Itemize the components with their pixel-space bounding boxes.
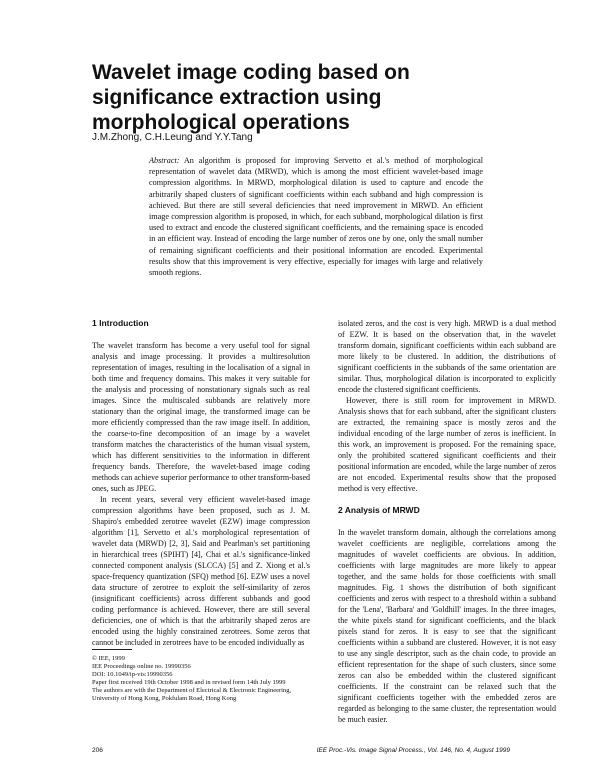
- left-column: [92, 318, 310, 648]
- right-column: [338, 318, 556, 725]
- footnote-rule: [92, 649, 132, 650]
- section-heading-introduction: 1 Introduction: [92, 318, 149, 328]
- intro-paragraph-1: The wavelet transform has become a very useful tool for signal analysis and image processing. It provides a multiresolution representation of images, resulting in the localisation of a signal in both time and frequency domains. This makes it very suitable for the analysis and processing of nonstationary signals such as real images. Since the multiscaled subbands are relatively more stationary than the original image, the transformed image can be more efficiently compressed than the raw image itself. In addition, the coarse-to-fine decomposition of an image by a wavelet transform matches the characteristics of the human visual system, which has different sensitivities to the information in different frequency bands. Therefore, the wavelet-based image coding methods can achieve superior performance to other transform-based ones, such as JPEG.: [92, 341, 310, 493]
- section-heading-analysis: 2 Analysis of MRWD: [338, 505, 420, 515]
- paper-authors: J.M.Zhong, C.H.Leung and Y.Y.Tang: [92, 132, 253, 143]
- abstract: [149, 155, 483, 278]
- right-paragraph-1: isolated zeros, and the cost is very high. MRWD is a dual method of EZW. It is based on the observation that, in the wavelet transform domain, significant coefficients within each subband are more likely to be clustered. In addition, the distributions of significant coefficients in the subbands of the same orientation are similar. Thus, morphological dilation is incorporated to explicitly encode the clustered significant coefficients.: [338, 319, 556, 394]
- footnote-online-no: IEE Proceedings online no. 19990356: [92, 663, 191, 670]
- footnote-received: Paper first received 19th October 1998 and in revised form 14th July 1999: [92, 679, 286, 686]
- abstract-label: Abstract:: [149, 156, 180, 165]
- footnote-copyright: © IEE, 1999: [92, 655, 125, 662]
- footnote-affiliation: The authors are with the Department of Electrical & Electronic Engineering, University of Hong Kong, Pokfulam Road, Hong Kong: [92, 687, 292, 702]
- intro-paragraph-2: In recent years, several very efficient wavelet-based image compression algorithms have been proposed, such as J. M. Shapiro's embedded zerotree wavelet (EZW) image compression algorithm [1], Servetto et al.'s morphological representation of wavelet data (MRWD) [2, 3], Said and Pearlman's set partitioning in hierarchical trees (SPIHT) [4], Chai et al.'s significance-linked connected component analysis (SLCCA) [5] and Z. Xiong et al.'s space-frequency quantization (SFQ) method [6]. EZW uses a novel data structure of zerotree to exploit the self-similarity of zeros (insignificant coefficients) across different subbands and good coding performance is achieved. However, there are still several deficiencies, one of which is that the arbitrarily shaped zeros are encoded using the highly constrained zerotrees. Some zeros that cannot be included in zerotrees have to be encoded individually as: [92, 495, 310, 647]
- footnote-doi: DOI: 10.1049/ip-vis:19990356: [92, 671, 173, 678]
- abstract-text: An algorithm is proposed for improving Servetto et al.'s method of morphological representation of wavelet data (MRWD), which is among the most efficient wavelet-based image compression algorithms. In MRWD, morphological dilation is used to capture and encode the arbitrarily shaped clusters of significant coefficients within each subband and high compression is achieved. But there are still several deficiencies that need improvement in MRWD. An efficient image compression algorithm is proposed, in which, for each subband, morphological dilation is first used to extract and encode the clustered significant coefficients, and the remaining space is encoded in an efficient way. Instead of encoding the large number of zeros one by one, only the small number of remaining significant coefficients and their positional information are encoded. Experimental results show that this improvement is very effective, especially for images with large and relatively smooth regions.: [149, 156, 483, 278]
- analysis-paragraph: In the wavelet transform domain, although the correlations among wavelet coefficients are negligible, correlations among the magnitudes of wavelet coefficients are obvious. In addition, coefficients with large magnitudes are more likely to appear together, and the same holds for those coefficients with small magnitudes. Fig. 1 shows the distribution of both significant coefficients and zeros with respect to a threshold within a subband for the 'Lena', 'Barbara' and 'Goldhill' images. In the three images, the white pixels stand for significant coefficients, and the black pixels stand for zeros. It is easy to see that the significant coefficients within a subband are clustered. However, it is not easy to use any single descriptor, such as the chain code, to provide an efficient representation for the shape of such clusters, since some zeros can also be embedded within the clustered significant coefficients. If the constraint can be relaxed such that the significant coefficients together with the embedded zeros are regarded as belonging to the same cluster, the representation would be much easier.: [338, 528, 556, 724]
- footnote: [92, 649, 310, 703]
- journal-citation: IEE Proc.-Vis. Image Signal Process., Vol. 146, No. 4, August 1999: [316, 747, 510, 754]
- paper-title: Wavelet image coding based on significance extraction using morphological operations: [92, 61, 410, 134]
- page-number: 206: [92, 747, 103, 754]
- right-paragraph-2: However, there is still room for improvement in MRWD. Analysis shows that for each subband, after the significant clusters are extracted, the remaining space is mostly zeros and the individual encoding of the large number of zeros is inefficient. In this work, an improvement is proposed. For the remaining space, only the prohibited scattered significant coefficients and their positional information are encoded, while the large number of zeros are not encoded. Experimental results show that the proposed method is very effective.: [338, 396, 556, 493]
